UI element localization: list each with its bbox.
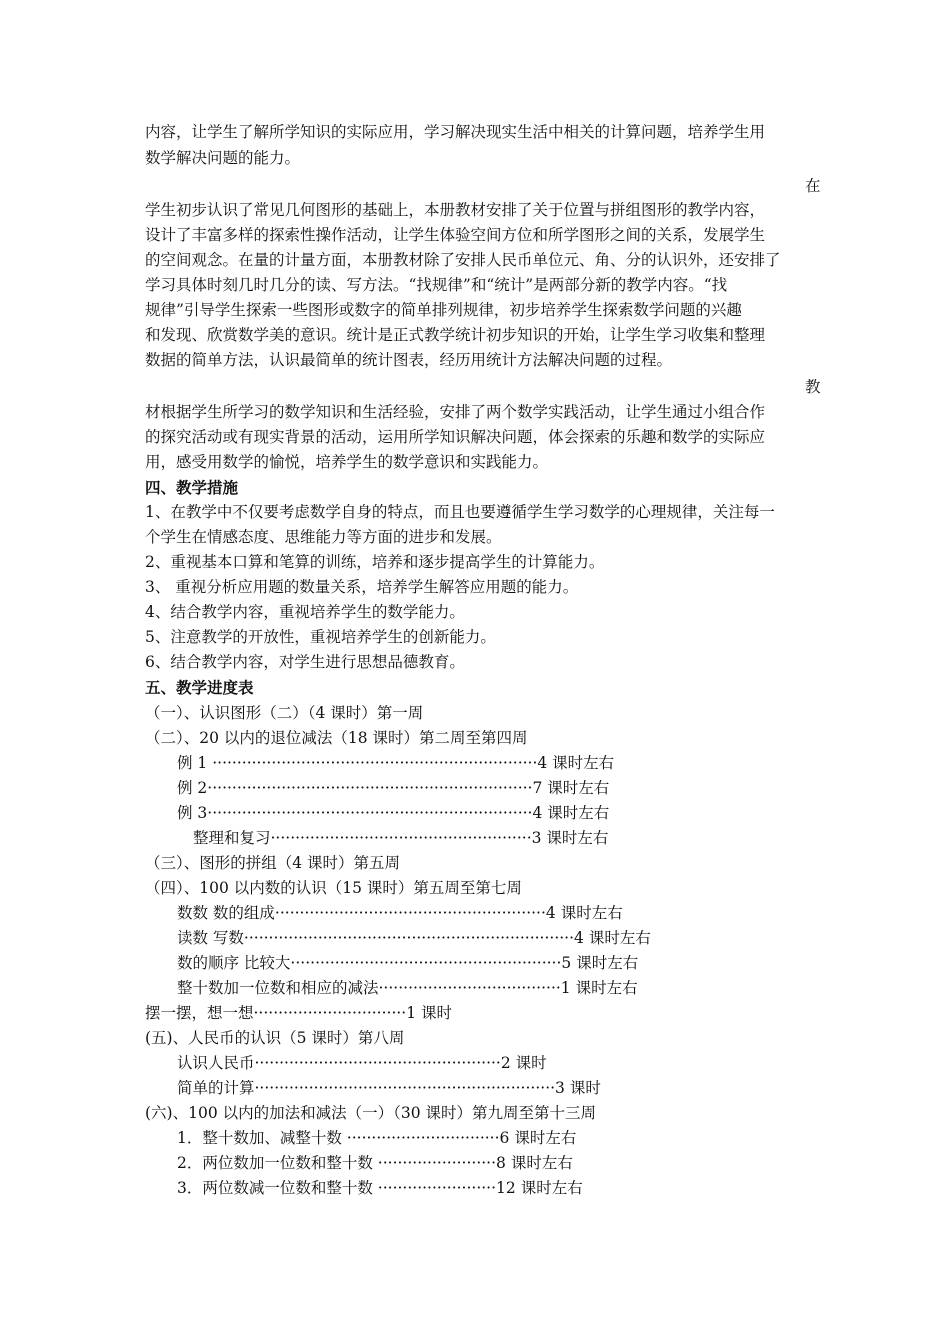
schedule-unit: （二）、20 以内的退位减法（18 课时）第二周至第四周	[145, 729, 528, 747]
paragraph-line: 用，感受用数学的愉悦，培养学生的数学意识和实践能力。	[145, 453, 549, 471]
schedule-line: 摆一摆，想一想·······························1 课时	[145, 1004, 453, 1022]
schedule-line: 整十数加一位数和相应的减法·····································1 课时左右	[177, 979, 638, 997]
section-heading: 四、教学措施	[145, 478, 239, 497]
schedule-line: 认识人民币··················································2 课时	[177, 1054, 547, 1072]
section-heading: 五、教学进度表	[145, 678, 254, 697]
schedule-line: 数数 数的组成·······················································4 课时左右	[177, 904, 623, 922]
schedule-line: 整理和复习·····················································3 课时左右	[193, 829, 609, 847]
schedule-line: 1．整十数加、减整十数 ·······························6 课时左右	[177, 1129, 577, 1147]
paragraph-lead-char: 在	[805, 177, 821, 195]
schedule-unit: (五)、人民币的认识（5 课时）第八周	[145, 1029, 405, 1047]
paragraph-line: 的空间观念。在量的计量方面，本册教材除了安排人民币单位元、角、分的认识外，还安排了	[145, 251, 781, 269]
paragraph-line: 内容，让学生了解所学知识的实际应用，学习解决现实生活中相关的计算问题，培养学生用	[145, 123, 766, 141]
schedule-unit: （四）、100 以内数的认识（15 课时）第五周至第七周	[145, 879, 522, 897]
paragraph-line: 规律”引导学生探索一些图形或数字的简单排列规律，初步培养学生探索数学问题的兴趣	[145, 301, 742, 319]
measure-item: 4、结合教学内容，重视培养学生的数学能力。	[145, 603, 465, 621]
measure-item: 5、注意教学的开放性，重视培养学生的创新能力。	[145, 628, 496, 646]
schedule-line: 例 1 ··································································4 课时左右	[177, 754, 615, 772]
paragraph-line: 的探究活动或有现实背景的活动，运用所学知识解决问题，体会探索的乐趣和数学的实际应	[145, 428, 766, 446]
measure-item: 3、 重视分析应用题的数量关系，培养学生解答应用题的能力。	[145, 578, 579, 596]
measure-item: 1、在教学中不仅要考虑数学自身的特点，而且也要遵循学生学习数学的心理规律，关注每一	[145, 503, 775, 521]
paragraph-line: 学生初步认识了常见几何图形的基础上，本册教材安排了关于位置与拼组图形的教学内容，	[145, 201, 766, 219]
paragraph-line: 学习具体时刻几时几分的读、写方法。“找规律”和“统计”是两部分新的教学内容。“找	[145, 276, 728, 294]
measure-item: 2、重视基本口算和笔算的训练，培养和逐步提高学生的计算能力。	[145, 553, 605, 571]
measure-item: 个学生在情感态度、思维能力等方面的进步和发展。	[145, 528, 502, 546]
paragraph-line: 数据的简单方法，认识最简单的统计图表，经历用统计方法解决问题的过程。	[145, 351, 673, 369]
schedule-unit: (六)、100 以内的加法和减法（一）（30 课时）第九周至第十三周	[145, 1104, 597, 1122]
schedule-line: 例 3··································································4 课时左右	[177, 804, 610, 822]
paragraph-line: 和发现、欣赏数学美的意识。统计是正式教学统计初步知识的开始，让学生学习收集和整理	[145, 326, 766, 344]
paragraph-line: 材根据学生所学习的数学知识和生活经验，安排了两个数学实践活动，让学生通过小组合作	[145, 403, 766, 421]
paragraph-line: 数学解决问题的能力。	[145, 149, 301, 167]
paragraph-lead-char: 教	[805, 378, 821, 396]
schedule-line: 例 2··································································7 课时左右	[177, 779, 610, 797]
schedule-line: 简单的计算·····························································3 课时	[177, 1079, 601, 1097]
schedule-unit: （一）、认识图形（二）（4 课时）第一周	[145, 704, 424, 722]
schedule-line: 数的顺序 比较大·······················································5 课时左右	[177, 954, 639, 972]
measure-item: 6、结合教学内容，对学生进行思想品德教育。	[145, 653, 465, 671]
schedule-line: 读数 写数···································································4 课时左右	[177, 929, 651, 947]
schedule-line: 3．两位数减一位数和整十数 ························12 课时左右	[177, 1179, 583, 1197]
schedule-unit: （三）、图形的拼组（4 课时）第五周	[145, 854, 401, 872]
schedule-line: 2．两位数加一位数和整十数 ························8 课时左右	[177, 1154, 573, 1172]
paragraph-line: 设计了丰富多样的探索性操作活动，让学生体验空间方位和所学图形之间的关系，发展学生	[145, 226, 766, 244]
